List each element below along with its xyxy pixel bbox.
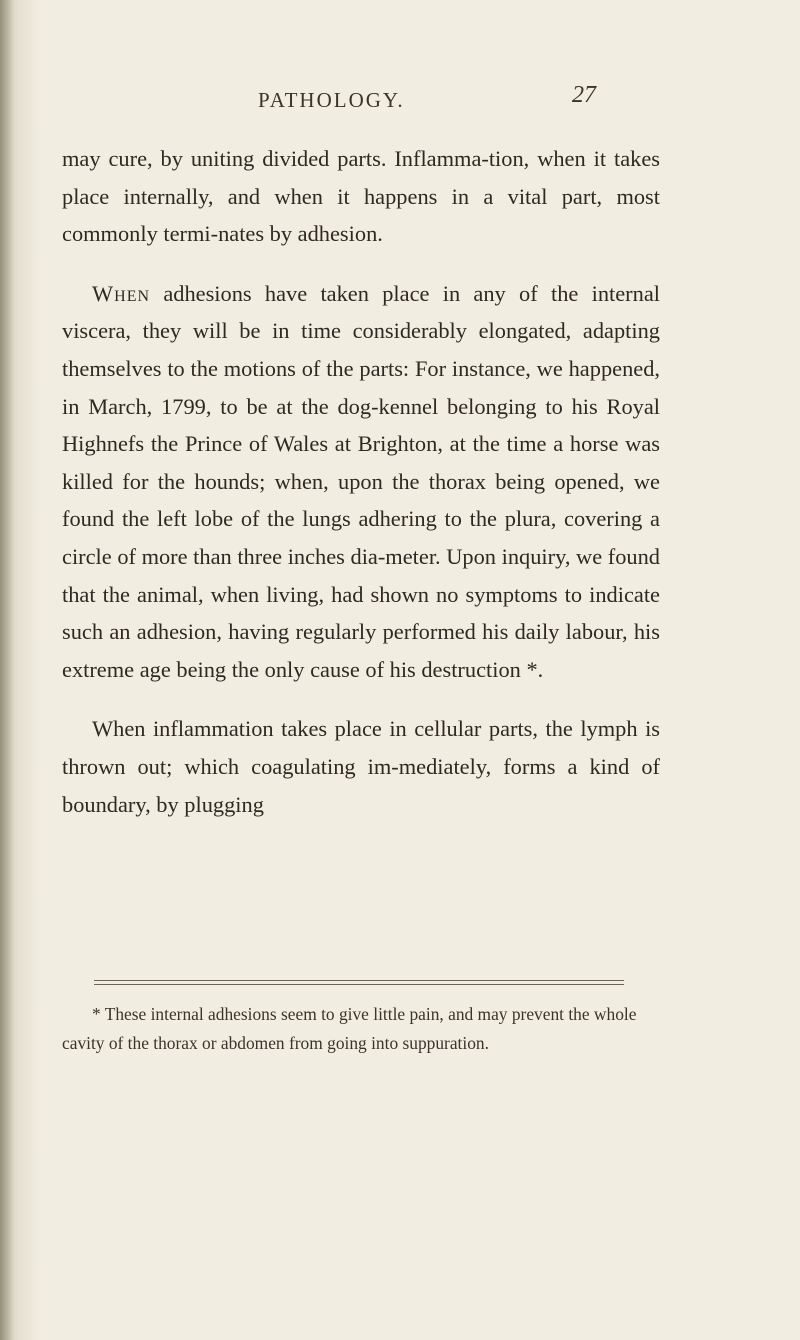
paragraph-2-text: adhesions have taken place in any of the internal viscera, they will be in time considerably elongated, adapting themselves to the motions of the parts: For instance, we happened, in March, 1799, to be at the dog-kennel belonging to his Royal Highnefs the Prince of Wales at Brighton, at the time a horse was killed for the hounds; when, upon the thorax being opened, we found the left lobe of the lungs adhering to the plura, covering a circle of more than three inches dia-meter. Upon inquiry, we found that the animal, when living, had shown no symptoms to indicate such an adhesion, having regularly performed his daily labour, his extreme age being the only cause of his destruction *.	[62, 280, 660, 682]
paragraph-2	[62, 275, 660, 689]
footnote: * These internal adhesions seem to give little pain, and may prevent the whole cavity of the thorax or abdomen from going into suppuration.	[62, 1004, 637, 1053]
running-head: PATHOLOGY.	[258, 88, 405, 112]
page-gutter-shadow	[0, 0, 14, 1340]
paragraph-1-text: may cure, by uniting divided parts. Inflamma-tion, when it takes place internally, and when it happens in a vital part, most commonly termi-nates by adhesion.	[62, 146, 660, 247]
paragraph-3	[62, 710, 660, 823]
page-header	[0, 82, 800, 118]
paragraph-3-text: When inflammation takes place in cellular parts, the lymph is thrown out; which coagulating im-mediately, forms a kind of boundary, by plugging	[62, 716, 660, 817]
paragraph-2-lead-word: When	[92, 280, 151, 306]
page-number: 27	[572, 82, 596, 108]
paragraph-1	[62, 140, 660, 253]
footnote-rule-bottom	[94, 984, 624, 985]
body-text	[62, 140, 660, 823]
footnote-rule-top	[94, 980, 624, 981]
